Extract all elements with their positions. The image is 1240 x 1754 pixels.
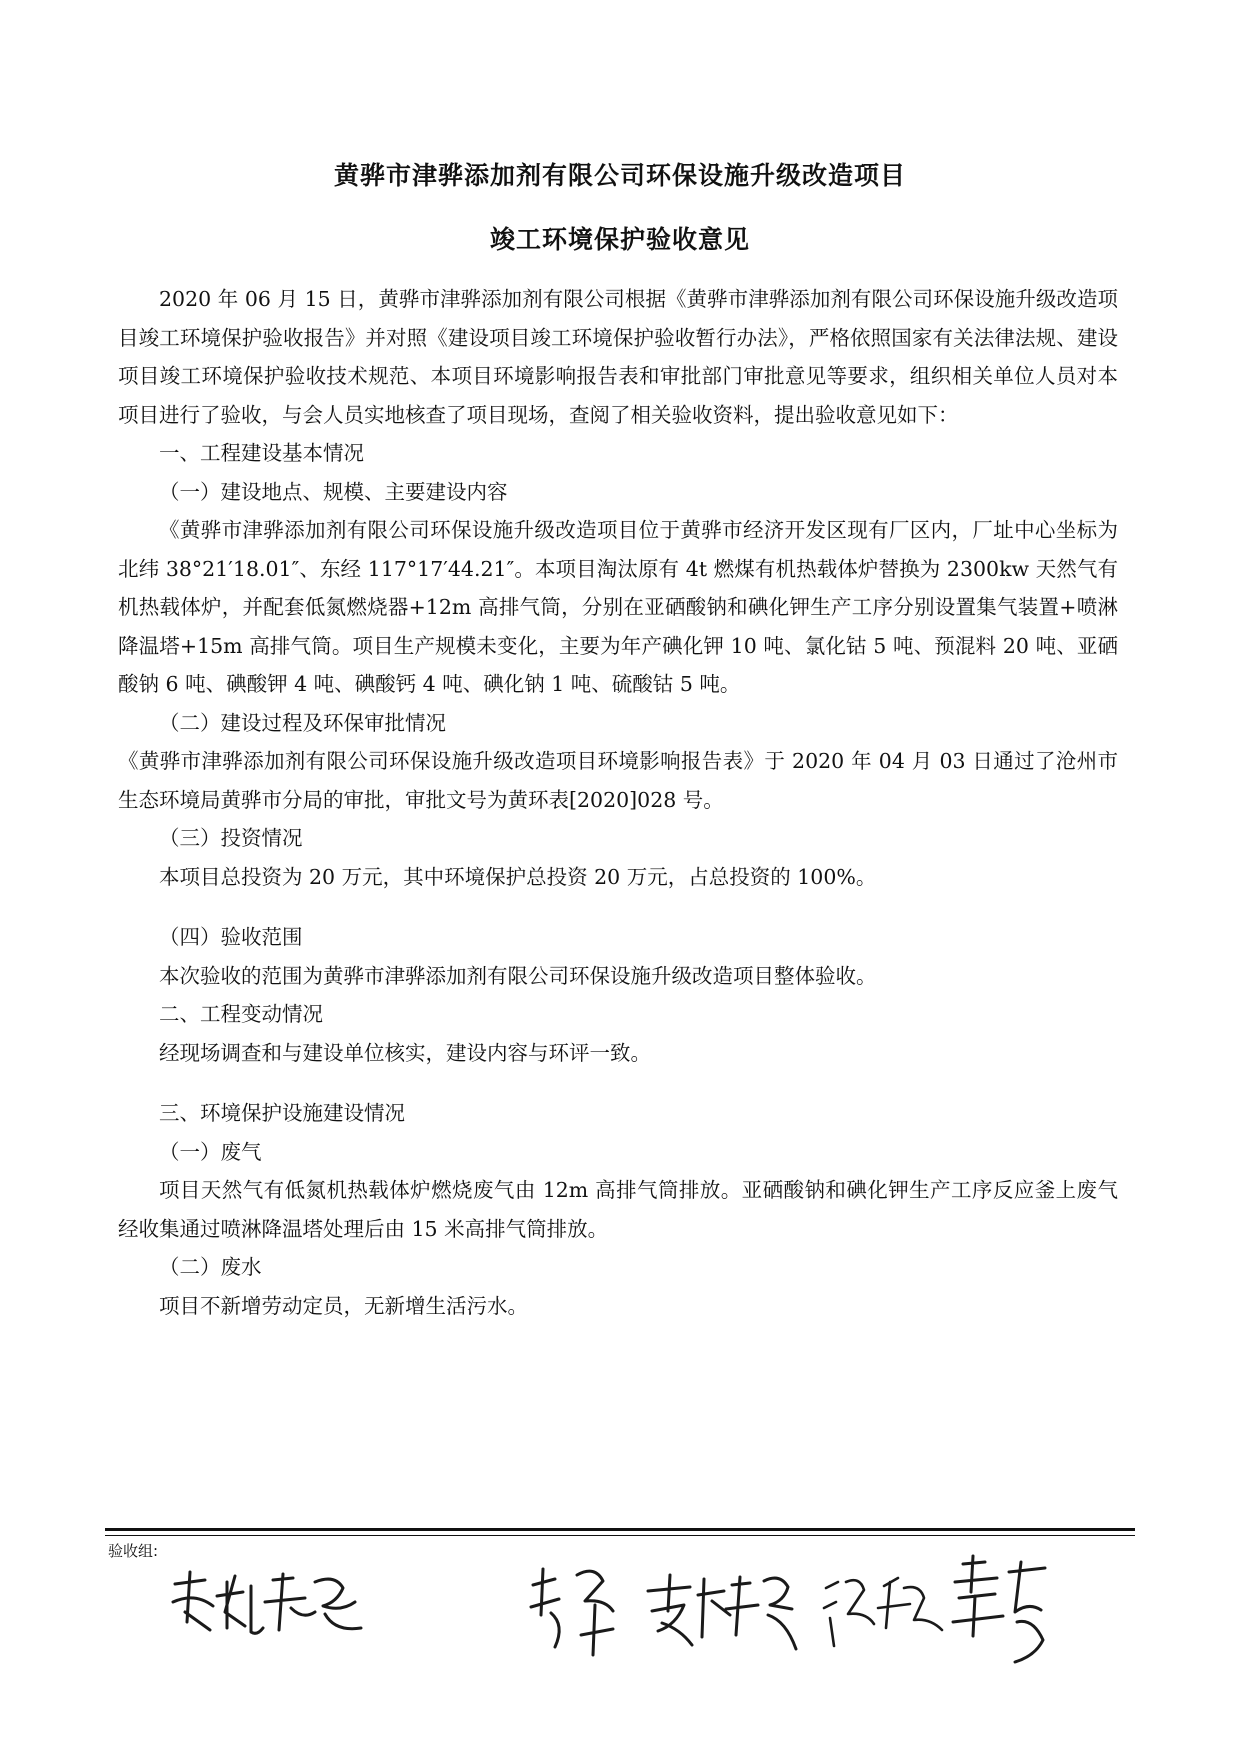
- document-title-line1: 黄骅市津骅添加剂有限公司环保设施升级改造项目: [333, 161, 906, 190]
- section3-sub2-text: 项目不新增劳动定员，无新增生活污水。: [159, 1293, 528, 1318]
- signature-image-1: [165, 1562, 375, 1642]
- section1-sub2-heading: （二）建设过程及环保审批情况: [159, 710, 446, 735]
- section3-sub2-heading: （二）废水: [159, 1255, 262, 1279]
- section1-sub3-text: 本项目总投资为 20 万元，其中环境保护总投资 20 万元，占总投资的 100%。: [159, 864, 877, 889]
- acceptance-group-label: 验收组:: [108, 1542, 159, 1560]
- section1-sub1-heading: （一）建设地点、规模、主要建设内容: [159, 479, 508, 504]
- signature-image-5: [945, 1552, 1055, 1670]
- signature-image-4: [820, 1568, 950, 1653]
- section1-sub4-heading: （四）验收范围: [159, 925, 303, 949]
- section1-sub3-heading: （三）投资情况: [159, 826, 303, 850]
- section3-heading: 三、环境保护设施建设情况: [159, 1101, 405, 1125]
- footer-divider-thick: [105, 1528, 1135, 1531]
- section1-sub1-text: 《黄骅市津骅添加剂有限公司环保设施升级改造项目位于黄骅市经济开发区现有厂区内，厂址中心坐标为北纬 38°21′18.01″、东经 117°17′44.21″。本项目淘汰原有 4t 燃煤有机热载体炉替换为 2300kw 天然气有机热载体炉，并配套低氮燃烧器+12m 高排气筒，分别在亚硒酸钠和碘化钾生产工序分别设置集气装置+喷淋降温塔+15m 高排气筒。项目生产规模未变化，主要为年产碘化钾 10 吨、氯化钴 5 吨、预混料 20 吨、亚硒酸钠 6 吨、碘酸钾 4 吨、碘酸钙 4 吨、碘化钠 1 吨、硫酸钴 5 吨。: [118, 518, 1118, 696]
- section1-heading: 一、工程建设基本情况: [159, 441, 364, 465]
- document-title-line2: 竣工环境保护验收意见: [489, 225, 750, 254]
- signature-image-3: [640, 1565, 805, 1660]
- section1-sub2-text: 《黄骅市津骅添加剂有限公司环保设施升级改造项目环境影响报告表》于 2020 年 04 月 03 日通过了沧州市生态环境局黄骅市分局的审批，审批文号为黄环表[2020]028 号。: [118, 749, 1118, 812]
- footer-divider-thin: [105, 1535, 1135, 1536]
- section3-sub1-heading: （一）废气: [159, 1139, 262, 1164]
- signature-image-2: [525, 1555, 625, 1665]
- section1-sub4-text: 本次验收的范围为黄骅市津骅添加剂有限公司环保设施升级改造项目整体验收。: [159, 963, 877, 988]
- section3-sub1-text: 项目天然气有低氮机热载体炉燃烧废气由 12m 高排气筒排放。亚硒酸钠和碘化钾生产工序反应釜上废气经收集通过喷淋降温塔处理后由 15 米高排气筒排放。: [118, 1178, 1118, 1241]
- document-body: [118, 280, 1118, 1325]
- intro-paragraph: 2020 年 06 月 15 日，黄骅市津骅添加剂有限公司根据《黄骅市津骅添加剂有限公司环保设施升级改造项目竣工环境保护验收报告》并对照《建设项目竣工环境保护验收暂行办法》，严格依照国家有关法律法规、建设项目竣工环境保护验收技术规范、本项目环境影响报告表和审批部门审批意见等要求，组织相关单位人员对本项目进行了验收，与会人员实地核查了项目现场，查阅了相关验收资料，提出验收意见如下：: [118, 287, 1118, 427]
- section2-heading: 二、工程变动情况: [159, 1002, 323, 1026]
- section2-text: 经现场调查和与建设单位核实，建设内容与环评一致。: [159, 1040, 651, 1065]
